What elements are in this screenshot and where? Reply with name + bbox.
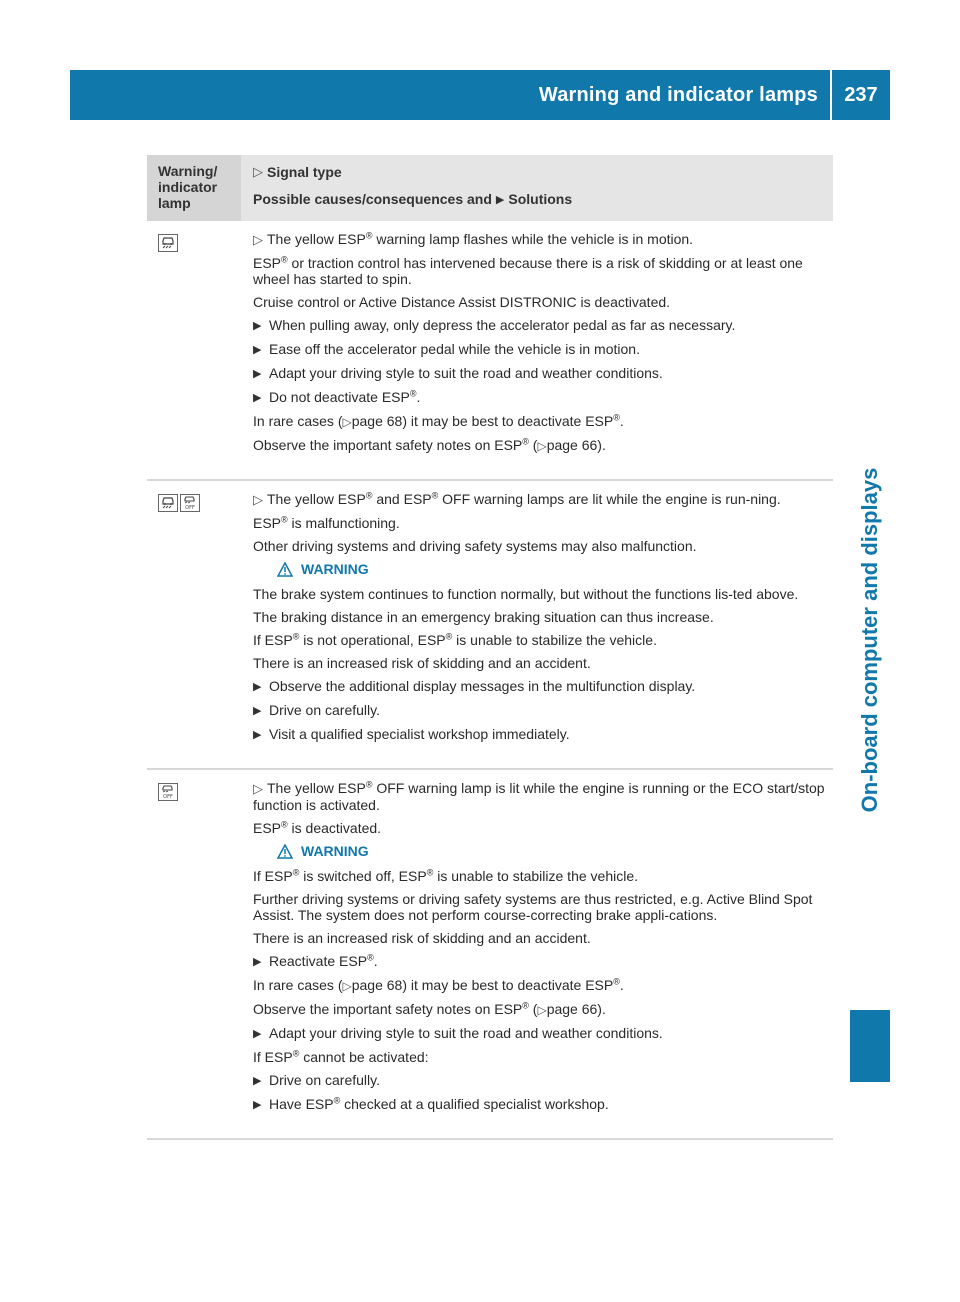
text: Adapt your driving style to suit the road and weather conditions. [269, 365, 663, 381]
header-lamp-column [147, 155, 241, 221]
svg-text:OFF: OFF [163, 794, 173, 799]
bullet-arrow-icon: ▶ [253, 368, 262, 380]
page-ref-icon: ▷ [537, 1003, 547, 1017]
esp-off-icon [180, 494, 200, 512]
registered-mark: ® [613, 976, 620, 987]
bullet-arrow-icon: ▶ [253, 729, 262, 741]
text: The braking distance in an emergency braking situation can thus increase. [253, 609, 714, 625]
registered-mark: ® [445, 631, 453, 642]
warning-lamp-table [147, 155, 833, 1140]
text: . [619, 413, 624, 429]
text: Observe the important safety notes on ESP [253, 437, 523, 453]
registered-mark: ® [426, 867, 434, 878]
text: When pulling away, only depress the accelerator pedal as far as necessary. [269, 317, 736, 333]
registered-mark: ® [367, 952, 374, 963]
chapter-tab-marker [850, 1010, 890, 1082]
bullet-arrow-icon: ▶ [253, 1028, 262, 1040]
text: . [619, 977, 624, 993]
text: cannot be activated: [299, 1049, 429, 1065]
text: checked at a qualified specialist workshop. [340, 1096, 609, 1112]
solution-arrow-icon: ▶ [495, 193, 505, 206]
page-number: 237 [844, 83, 878, 106]
text: Do not deactivate ESP [269, 389, 410, 405]
page-reference[interactable]: page 68) it may be best to deactivate ESP [351, 413, 614, 429]
registered-mark: ® [365, 779, 373, 790]
lamp-cell [147, 221, 241, 479]
signal-icon: ▷ [253, 492, 263, 507]
causes-label: Possible causes/consequences and [253, 191, 492, 207]
text: In rare cases ( [253, 413, 343, 429]
text: Observe the important safety notes on ESP [253, 1001, 523, 1017]
text: The yellow ESP [267, 491, 366, 507]
page-reference[interactable]: page 66). [546, 437, 606, 453]
registered-mark: ® [613, 412, 620, 423]
header-lamp-line: indicator [158, 179, 218, 195]
bullet-arrow-icon: ▶ [253, 1099, 262, 1111]
table-row [147, 221, 833, 481]
esp-off-icon [158, 783, 178, 801]
page-header [70, 70, 890, 120]
text: is not operational, ESP [299, 632, 446, 648]
text: Ease off the accelerator pedal while the vehicle is in motion. [269, 341, 640, 357]
registered-mark: ® [522, 436, 529, 447]
text: is unable to stabilize the vehicle. [452, 632, 657, 648]
signal-icon: ▷ [253, 232, 263, 247]
signal-type-label: Signal type [267, 164, 342, 180]
page-reference[interactable]: page 66). [546, 1001, 606, 1017]
text: OFF warning lamp is lit while the engine is running or the ECO start/stop function is activated. [253, 780, 825, 813]
bullet-arrow-icon: ▶ [253, 705, 262, 717]
registered-mark: ® [292, 1048, 300, 1059]
warning-label: WARNING [301, 561, 369, 577]
registered-mark: ® [431, 490, 439, 501]
bullet-arrow-icon: ▶ [253, 956, 262, 968]
esp-icon [158, 234, 178, 252]
text: and ESP [372, 491, 432, 507]
text: ( [528, 1001, 538, 1017]
registered-mark: ® [281, 819, 288, 830]
table-header [147, 155, 833, 221]
bullet-arrow-icon: ▶ [253, 681, 262, 693]
text: ESP [253, 515, 282, 531]
text: Have ESP [269, 1096, 334, 1112]
text: Observe the additional display messages in the multifunction display. [269, 678, 696, 694]
header-lamp-line: lamp [158, 195, 191, 211]
text: ESP [253, 255, 282, 271]
text: Drive on carefully. [269, 1072, 381, 1088]
warning-label: WARNING [301, 843, 369, 859]
text: The yellow ESP [267, 231, 366, 247]
bullet-arrow-icon: ▶ [253, 392, 262, 404]
text: The yellow ESP [267, 780, 366, 796]
page-ref-icon: ▷ [342, 979, 352, 993]
row-content [241, 221, 833, 479]
text: There is an increased risk of skidding and an accident. [253, 655, 591, 671]
registered-mark: ® [365, 490, 373, 501]
signal-icon: ▷ [253, 781, 263, 796]
warning-heading [277, 561, 833, 577]
bullet-arrow-icon: ▶ [253, 1075, 262, 1087]
registered-mark: ® [281, 514, 288, 525]
text: . [416, 389, 421, 405]
table-row [147, 481, 833, 770]
row-content [241, 481, 833, 768]
page-ref-icon: ▷ [342, 415, 352, 429]
text: . [373, 953, 378, 969]
esp-icon [158, 494, 178, 512]
page-ref-icon: ▷ [537, 439, 547, 453]
text: If ESP [253, 632, 293, 648]
header-lamp-line: Warning/ [158, 163, 218, 179]
text: Further driving systems or driving safety systems are thus restricted, e.g. Active Blind Spot Assist. The system does not perform course-correcting brake appli-cations. [253, 891, 813, 923]
text: ESP [253, 820, 282, 836]
text: Other driving systems and driving safety systems may also malfunction. [253, 538, 697, 554]
header-main-column [241, 155, 833, 221]
chapter-tab [850, 220, 890, 1030]
registered-mark: ® [292, 867, 300, 878]
registered-mark: ® [333, 1095, 341, 1106]
registered-mark: ® [281, 254, 288, 265]
text: If ESP [253, 1049, 293, 1065]
text: Reactivate ESP [269, 953, 368, 969]
row-content [241, 770, 833, 1138]
lamp-cell [147, 481, 241, 768]
warning-triangle-icon [277, 844, 293, 859]
text: warning lamp flashes while the vehicle is in motion. [372, 231, 694, 247]
text: OFF warning lamps are lit while the engine is run-ning. [438, 491, 781, 507]
header-title: Warning and indicator lamps [538, 83, 818, 106]
text: Cruise control or Active Distance Assist DISTRONIC is deactivated. [253, 294, 671, 310]
text: There is an increased risk of skidding and an accident. [253, 930, 591, 946]
text: The brake system continues to function normally, but without the functions lis-ted above. [253, 586, 799, 602]
text: is deactivated. [287, 820, 382, 836]
lamp-cell [147, 770, 241, 1138]
registered-mark: ® [409, 388, 417, 399]
text: In rare cases ( [253, 977, 343, 993]
text: Adapt your driving style to suit the road and weather conditions. [269, 1025, 663, 1041]
text: is unable to stabilize the vehicle. [433, 868, 639, 884]
warning-heading [277, 843, 833, 859]
signal-type-icon: ▷ [253, 164, 263, 179]
table-row [147, 770, 833, 1140]
registered-mark: ® [365, 230, 373, 241]
text: or traction control has intervened because there is a risk of skidding or at least one wheel has started to spin. [253, 255, 803, 287]
page-reference[interactable]: page 68) it may be best to deactivate ESP [351, 977, 614, 993]
text: is switched off, ESP [299, 868, 427, 884]
chapter-tab-label: On-board computer and displays [857, 467, 882, 813]
warning-triangle-icon [277, 562, 293, 577]
text: If ESP [253, 868, 293, 884]
text: Drive on carefully. [269, 702, 381, 718]
solutions-label: Solutions [508, 191, 573, 207]
text: ( [528, 437, 538, 453]
bullet-arrow-icon: ▶ [253, 320, 262, 332]
svg-text:OFF: OFF [185, 505, 195, 510]
text: is malfunctioning. [287, 515, 400, 531]
text: Visit a qualified specialist workshop immediately. [269, 726, 570, 742]
registered-mark: ® [522, 1000, 529, 1011]
registered-mark: ® [292, 631, 300, 642]
bullet-arrow-icon: ▶ [253, 344, 262, 356]
